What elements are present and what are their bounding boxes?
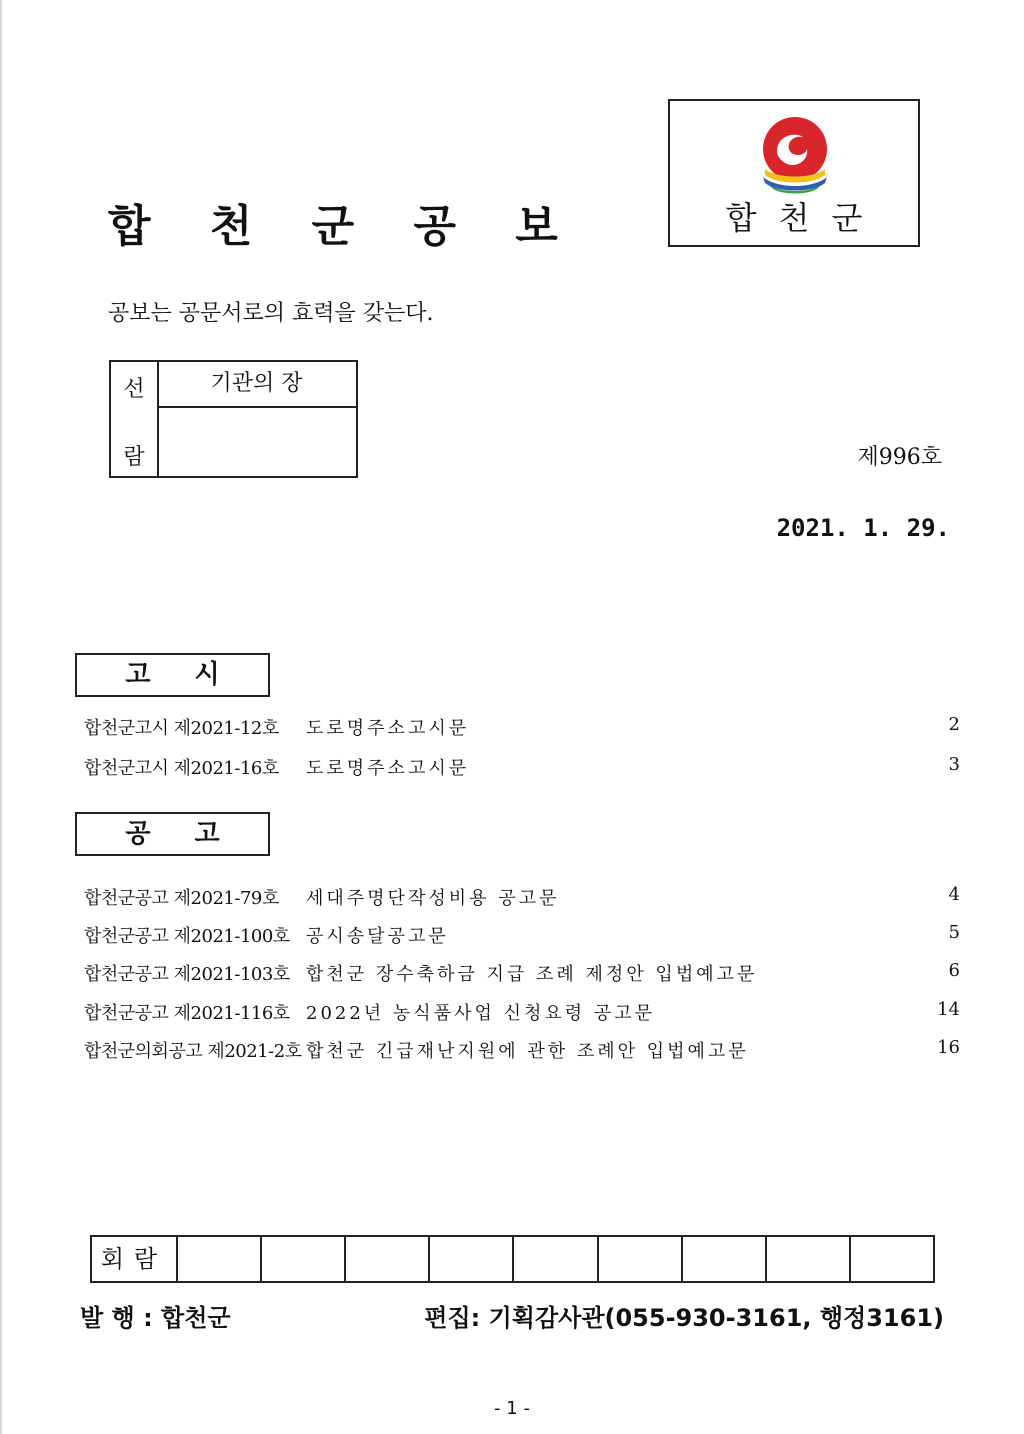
entry-code: 합천군공고 제2021-79호 xyxy=(84,888,279,909)
issue-date: 2021. 1. 29. xyxy=(776,514,950,542)
toc-entry[interactable] xyxy=(84,922,960,950)
entry-page: 3 xyxy=(948,754,960,775)
publisher: 발 행 : 합천군 xyxy=(80,1304,231,1332)
entry-code: 합천군공고 제2021-100호 xyxy=(84,926,290,947)
entry-page: 5 xyxy=(948,922,960,943)
entry-title: 도로명주소고시문 xyxy=(306,718,470,739)
entry-title: 합천군 장수축하금 지급 조례 제정안 입법예고문 xyxy=(306,964,758,985)
review-cell xyxy=(599,1237,683,1281)
page-edge xyxy=(0,0,2,1434)
toc-entry[interactable] xyxy=(84,1037,960,1065)
entry-code: 합천군의회공고 제2021-2호 xyxy=(84,1041,302,1062)
entry-title: 2022년 농식품사업 신청요령 공고문 xyxy=(306,1003,656,1024)
entry-title: 공시송달공고문 xyxy=(306,926,449,947)
section-heading-notice: 고시 xyxy=(75,653,270,697)
toc-entry[interactable] xyxy=(84,754,960,782)
review-cell xyxy=(178,1237,262,1281)
county-logo-box xyxy=(668,99,920,247)
review-cell xyxy=(430,1237,514,1281)
issue-number: 제996호 xyxy=(857,445,942,470)
entry-page: 16 xyxy=(937,1037,960,1058)
review-cell xyxy=(346,1237,430,1281)
page-title: 합 천 군 공 보 xyxy=(108,201,580,252)
review-cell xyxy=(683,1237,767,1281)
section-heading-announcement: 공고 xyxy=(75,812,270,856)
review-cell xyxy=(767,1237,851,1281)
review-label: 회람 xyxy=(92,1237,178,1281)
approval-header: 기관의 장 xyxy=(157,362,356,408)
review-cell xyxy=(262,1237,346,1281)
entry-code: 합천군고시 제2021-12호 xyxy=(84,718,279,739)
toc-entry[interactable] xyxy=(84,884,960,912)
toc-entry[interactable] xyxy=(84,714,960,742)
entry-code: 합천군공고 제2021-103호 xyxy=(84,964,290,985)
review-table xyxy=(90,1235,935,1283)
entry-page: 4 xyxy=(948,884,960,905)
approval-left-char-2: 람 xyxy=(123,445,145,470)
approval-left-char-1: 선 xyxy=(123,377,145,402)
editor-contact: 편집: 기획감사관(055-930-3161, 행정3161) xyxy=(424,1304,944,1332)
subtitle: 공보는 공문서로의 효력을 갖는다. xyxy=(108,301,434,326)
toc-entry[interactable] xyxy=(84,960,960,988)
approval-box xyxy=(109,360,358,478)
entry-title: 세대주명단작성비용 공고문 xyxy=(306,888,560,909)
entry-page: 14 xyxy=(937,999,960,1020)
entry-title: 도로명주소고시문 xyxy=(306,758,470,779)
entry-page: 6 xyxy=(948,960,960,981)
review-cell xyxy=(514,1237,598,1281)
page-number: - 1 - xyxy=(494,1398,530,1419)
review-cell xyxy=(851,1237,933,1281)
entry-code: 합천군고시 제2021-16호 xyxy=(84,758,279,779)
entry-code: 합천군공고 제2021-116호 xyxy=(84,1003,290,1024)
county-emblem-icon xyxy=(755,113,835,195)
entry-page: 2 xyxy=(948,714,960,735)
logo-text: 합천군 xyxy=(725,199,885,237)
entry-title: 합천군 긴급재난지원에 관한 조례안 입법예고문 xyxy=(306,1041,749,1062)
toc-entry[interactable] xyxy=(84,999,960,1027)
